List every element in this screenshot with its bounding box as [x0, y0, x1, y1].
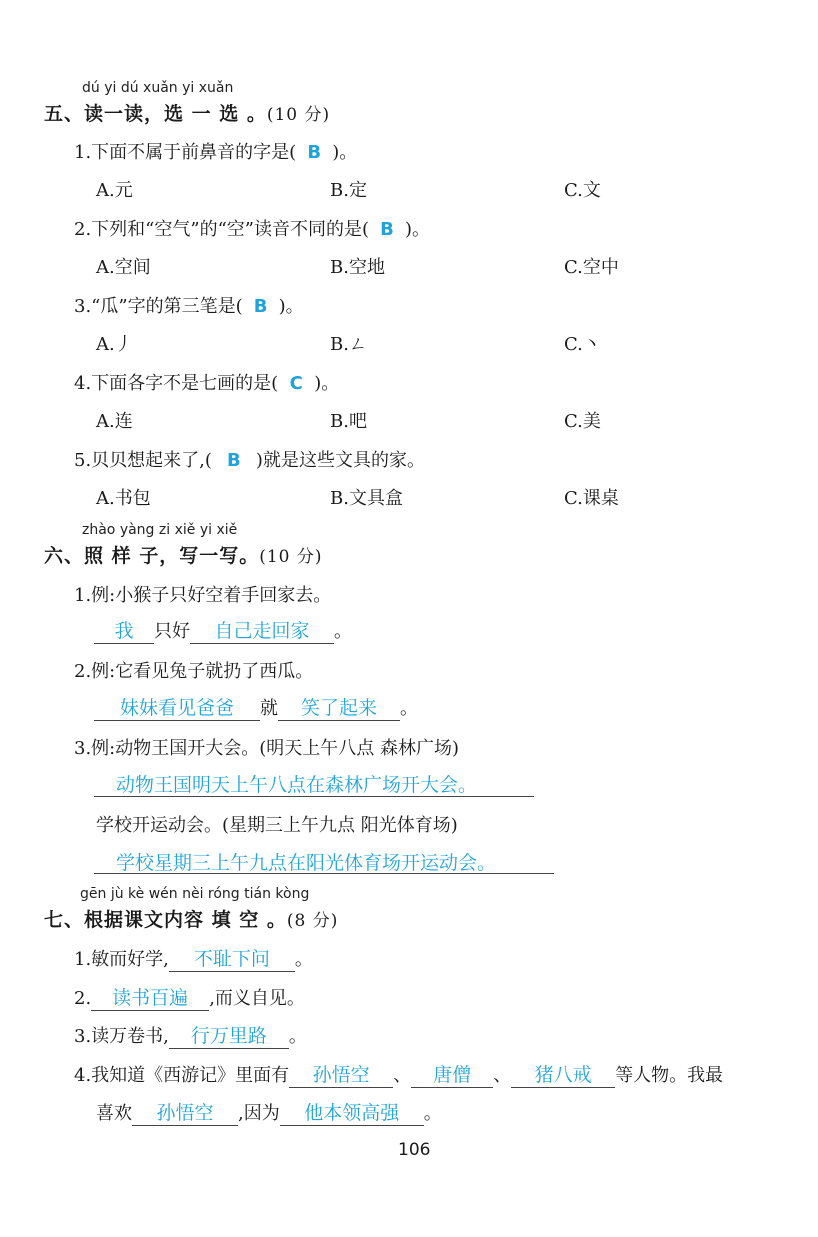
- s6-q3-prompt: 学校开运动会。(星期三上午九点 阳光体育场): [96, 815, 458, 836]
- s5-q2-answer: B: [380, 219, 394, 240]
- s6-q1-fill1: 我: [94, 619, 154, 644]
- s7-q4-line2: [96, 1099, 442, 1126]
- s7-q4-sep2: 、: [493, 1065, 512, 1086]
- s7-q1: [74, 945, 313, 972]
- s7-q4-text-end: 等人物。我最: [615, 1065, 724, 1086]
- s5-q2-option-a: A.空间: [96, 257, 151, 278]
- section6-title: [44, 541, 323, 568]
- s6-q2-example: 2.例:它看见兔子就扔了西瓜。: [74, 661, 314, 682]
- s5-q3: [74, 292, 304, 318]
- s6-q1-example: 1.例:小猴子只好空着手回家去。: [74, 585, 332, 606]
- s5-q4: [74, 369, 339, 395]
- s5-q4-answer: C: [289, 373, 303, 394]
- s6-q2-answer-line: [94, 694, 418, 721]
- s7-q3-text: 3.读万卷书,: [74, 1026, 169, 1047]
- s6-q2-end: 。: [400, 698, 418, 719]
- s7-q4-fill1: 孙悟空: [289, 1063, 393, 1088]
- s6-q2-fill1: 妹妹看见爸爸: [94, 696, 260, 721]
- s7-q2: [74, 984, 305, 1011]
- section6-points: (10 分): [259, 547, 323, 567]
- s5-q4-option-b: B.吧: [330, 411, 367, 432]
- s7-q3: [74, 1022, 307, 1049]
- s5-q5-close: )就是这些文具的家。: [255, 450, 425, 471]
- s7-q4-text: 4.我知道《西游记》里面有: [74, 1065, 290, 1086]
- s6-q1-end: 。: [334, 621, 352, 642]
- s7-q3-fill: 行万里路: [169, 1024, 289, 1049]
- s5-q4-option-a: A.连: [96, 411, 133, 432]
- s5-q1: [74, 138, 357, 164]
- s7-q4: [74, 1061, 723, 1088]
- section5-points: (10 分): [266, 105, 331, 125]
- s5-q5-text: 5.贝贝想起来了,(: [74, 450, 212, 471]
- s5-q2-text: 2.下列和“空气”的“空”读音不同的是(: [74, 219, 370, 240]
- page-number: 106: [398, 1140, 431, 1160]
- s7-q4-because-text: ,因为: [238, 1103, 280, 1124]
- s7-q1-fill: 不耻下问: [169, 947, 295, 972]
- s7-q2-text: ,而义自见。: [209, 988, 305, 1009]
- s5-q3-answer: B: [253, 296, 268, 317]
- s6-q3-example: 3.例:动物王国开大会。(明天上午八点 森林广场): [74, 738, 460, 759]
- s6-q1-fill2: 自己走回家: [190, 619, 334, 644]
- s5-q4-text: 4.下面各字不是七画的是(: [74, 373, 279, 394]
- s5-q1-answer: B: [307, 142, 322, 163]
- section7-title: [44, 905, 338, 932]
- s7-q4-fill4: 孙悟空: [132, 1101, 238, 1126]
- s5-q2-close: )。: [405, 219, 431, 240]
- s6-q1-mid: 只好: [154, 621, 190, 642]
- s5-q1-close: )。: [332, 142, 358, 163]
- s7-q4-end: 。: [423, 1103, 442, 1124]
- s6-q2-fill2: 笑了起来: [278, 696, 400, 721]
- s5-q3-text: 3.“瓜”字的第三笔是(: [74, 296, 243, 317]
- s5-q5-answer: B: [227, 450, 241, 471]
- section5-title-text: 五、读一读，选 一 选 。: [44, 103, 267, 125]
- s7-q3-end: 。: [288, 1026, 307, 1047]
- s7-q2-number: 2.: [74, 988, 92, 1009]
- s6-q1-answer-line: [94, 617, 352, 644]
- s6-q3-answer1: 动物王国明天上午八点在森林广场开大会。: [116, 774, 478, 796]
- s5-q2-option-b: B.空地: [330, 257, 385, 278]
- section7-title-text: 七、根据课文内容 填 空 。: [44, 909, 287, 931]
- s5-q2: [74, 215, 430, 241]
- s5-q5-option-c: C.课桌: [564, 488, 619, 509]
- s5-q1-text: 1.下面不属于前鼻音的字是(: [74, 142, 297, 163]
- s7-q4-fill2: 唐僧: [411, 1063, 493, 1088]
- s5-q3-option-c: C.丶: [564, 334, 601, 355]
- s7-q2-fill: 读书百遍: [91, 986, 209, 1011]
- s5-q5-option-b: B.文具盒: [330, 488, 403, 509]
- s7-q1-end: 。: [294, 949, 313, 970]
- section7-pinyin: gēn jù kè wén nèi róng tián kòng: [80, 886, 310, 902]
- s7-q4-fill3: 猪八戒: [511, 1063, 615, 1088]
- s5-q5: [74, 446, 425, 472]
- s5-q1-option-b: B.定: [330, 180, 367, 201]
- s6-q3-answer2: 学校星期三上午九点在阳光体育场开运动会。: [116, 852, 497, 874]
- s5-q4-close: )。: [314, 373, 340, 394]
- s6-q3-answer2-underline: [94, 873, 554, 874]
- s7-q4-sep1: 、: [393, 1065, 412, 1086]
- s5-q3-option-b: B.ㄥ: [330, 334, 367, 355]
- section5-pinyin: dú yi dú xuǎn yi xuǎn: [82, 80, 234, 96]
- section6-title-text: 六、照 样 子，写一写。: [44, 545, 260, 567]
- s5-q3-option-a: A.丿: [96, 334, 133, 355]
- s5-q4-option-c: C.美: [564, 411, 601, 432]
- s7-q4-like-text: 喜欢: [96, 1103, 132, 1124]
- section7-points: (8 分): [286, 911, 339, 931]
- s5-q1-option-a: A.元: [96, 180, 133, 201]
- s7-q1-text: 1.敏而好学,: [74, 949, 169, 970]
- s7-q4-fill5: 他本领高强: [280, 1101, 424, 1126]
- s5-q2-option-c: C.空中: [564, 257, 619, 278]
- section5-title: [44, 99, 330, 126]
- s5-q1-option-c: C.文: [564, 180, 601, 201]
- section6-pinyin: zhào yàng zi xiě yi xiě: [82, 522, 238, 538]
- s6-q2-mid: 就: [260, 698, 278, 719]
- s6-q3-answer1-underline: [94, 796, 534, 797]
- s5-q3-close: )。: [278, 296, 304, 317]
- s5-q5-option-a: A.书包: [96, 488, 151, 509]
